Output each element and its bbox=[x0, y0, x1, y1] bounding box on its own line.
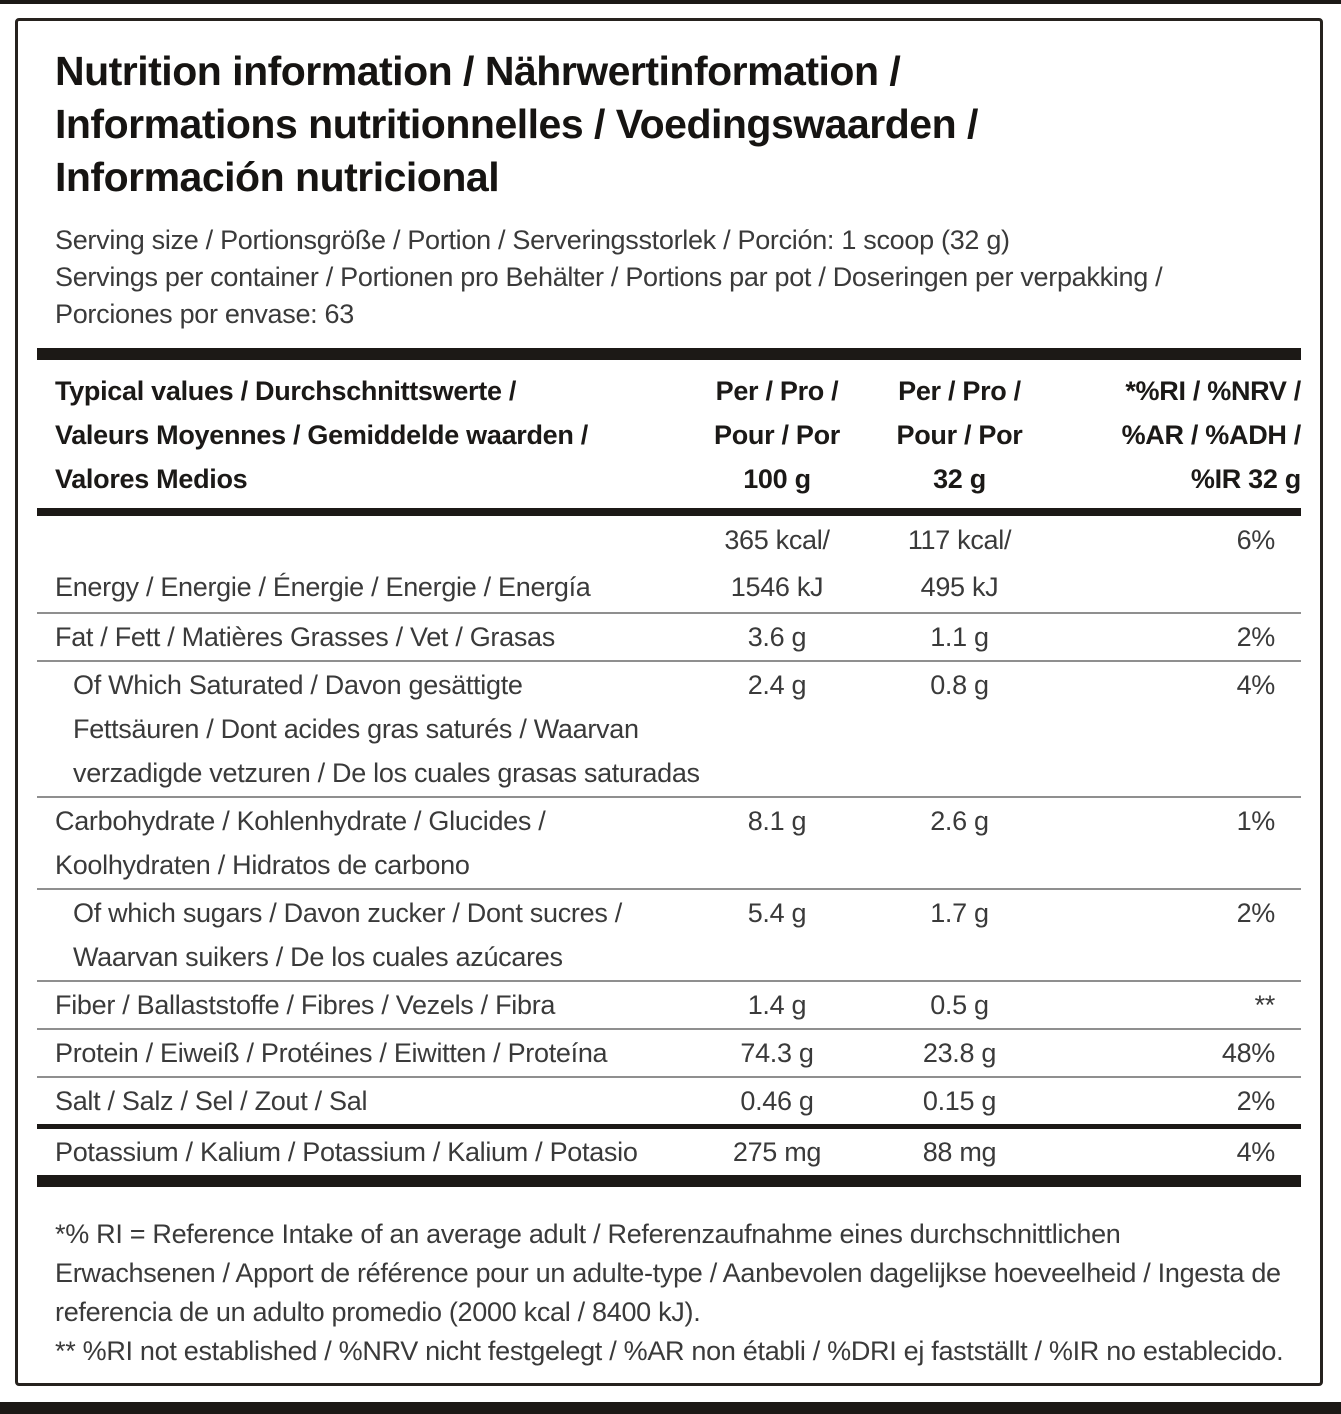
fiber-per-100g: 1.4 g bbox=[747, 990, 807, 1020]
fat-per-32g: 1.1 g bbox=[930, 622, 989, 652]
fat-ri: 2% bbox=[1236, 622, 1275, 652]
fiber-per-32g: 0.5 g bbox=[930, 990, 989, 1020]
fiber-label: Fiber / Ballaststoffe / Fibres / Vezels / Fibra bbox=[55, 990, 556, 1020]
saturated-fat-per-32g: 0.8 g bbox=[930, 670, 989, 700]
table-top-rule bbox=[37, 348, 1301, 360]
bottom-edge-bar bbox=[0, 1402, 1341, 1414]
table-row-potassium bbox=[37, 1129, 1301, 1175]
table-row-energy bbox=[37, 516, 1301, 612]
salt-label: Salt / Salz / Sel / Zout / Sal bbox=[55, 1086, 368, 1116]
serving-size-line: Serving size / Portionsgröße / Portion / Serveringsstorlek / Porción: 1 scoop (32 g) bbox=[55, 225, 1010, 255]
table-header-row bbox=[37, 360, 1301, 508]
title-line-2: Informations nutritionnelles / Voedingswaarden / bbox=[55, 101, 978, 147]
carbohydrate-per-32g: 2.6 g bbox=[930, 806, 989, 836]
saturated-fat-label: Of Which Saturated / Davon gesättigte Fettsäuren / Dont acides gras saturés / Waarvan verzadigde vetzuren / De los cuales grasas saturadas bbox=[73, 670, 700, 788]
energy-per-100g: 365 kcal/ 1546 kJ bbox=[724, 525, 830, 602]
footnotes bbox=[55, 1215, 1284, 1371]
footnote-not-established: ** %RI not established / %NRV nicht festgelegt / %AR non établi / %DRI ej fastställt / %IR no establecido. bbox=[55, 1336, 1284, 1366]
potassium-label: Potassium / Kalium / Potassium / Kalium / Potasio bbox=[55, 1137, 638, 1167]
energy-label: Energy / Energie / Énergie / Energie / Energía bbox=[55, 572, 591, 602]
serving-info bbox=[55, 222, 1284, 333]
table-bottom-rule bbox=[37, 1175, 1301, 1187]
fat-per-100g: 3.6 g bbox=[747, 622, 807, 652]
sugars-ri: 2% bbox=[1236, 898, 1275, 928]
table-row-salt bbox=[37, 1076, 1301, 1124]
energy-per-32g: 117 kcal/ 495 kJ bbox=[907, 525, 1012, 602]
header-typical-values: Typical values / Durchschnittswerte / Valeurs Moyennes / Gemiddelde waarden / Valores Medios bbox=[55, 376, 588, 494]
protein-per-100g: 74.3 g bbox=[740, 1038, 814, 1068]
footnote-reference-intake: *% RI = Reference Intake of an average adult / Referenzaufnahme eines durchschnittlichen Erwachsenen / Apport de référence pour un adulte-type / Aanbevolen dagelijkse hoeveelheid / Ingesta de referencia de un adulto promedio (2000 kcal / 8400 kJ). bbox=[55, 1219, 1281, 1327]
potassium-per-32g: 88 mg bbox=[922, 1137, 997, 1167]
saturated-fat-per-100g: 2.4 g bbox=[747, 670, 807, 700]
protein-label: Protein / Eiweiß / Protéines / Eiwitten / Proteína bbox=[55, 1038, 608, 1068]
table-row-sugars bbox=[37, 888, 1301, 980]
header-per-100g: Per / Pro / Pour / Por 100 g bbox=[713, 376, 840, 494]
sugars-per-100g: 5.4 g bbox=[747, 898, 807, 928]
carbohydrate-per-100g: 8.1 g bbox=[747, 806, 807, 836]
servings-per-container-line: Servings per container / Portionen pro Behälter / Portions par pot / Doseringen per verpakking / Porciones por envase: 63 bbox=[55, 262, 1163, 329]
label-title bbox=[55, 45, 1284, 204]
header-bottom-rule bbox=[37, 508, 1301, 516]
fat-label: Fat / Fett / Matières Grasses / Vet / Grasas bbox=[55, 622, 555, 652]
table-row-fat bbox=[37, 612, 1301, 660]
header-per-32g: Per / Pro / Pour / Por 32 g bbox=[896, 376, 1023, 494]
saturated-fat-ri: 4% bbox=[1236, 670, 1275, 700]
carbohydrate-ri: 1% bbox=[1236, 806, 1275, 836]
nutrition-label-card bbox=[15, 18, 1323, 1386]
energy-ri: 6% bbox=[1236, 525, 1275, 555]
fiber-ri: ** bbox=[1254, 990, 1275, 1020]
table-row-fiber bbox=[37, 980, 1301, 1028]
title-line-3: Información nutricional bbox=[55, 154, 500, 200]
protein-ri: 48% bbox=[1221, 1038, 1275, 1068]
table-row-protein bbox=[37, 1028, 1301, 1076]
sugars-label: Of which sugars / Davon zucker / Dont sucres / Waarvan suikers / De los cuales azúcares bbox=[73, 898, 622, 972]
potassium-ri: 4% bbox=[1236, 1137, 1275, 1167]
potassium-per-100g: 275 mg bbox=[732, 1137, 822, 1167]
header-reference-intake: *%RI / %NRV / %AR / %ADH / %IR 32 g bbox=[1121, 376, 1301, 494]
salt-per-32g: 0.15 g bbox=[922, 1086, 997, 1116]
salt-ri: 2% bbox=[1236, 1086, 1275, 1116]
salt-per-100g: 0.46 g bbox=[740, 1086, 814, 1116]
sugars-per-32g: 1.7 g bbox=[930, 898, 989, 928]
top-edge-bar bbox=[0, 0, 1341, 4]
protein-per-32g: 23.8 g bbox=[922, 1038, 997, 1068]
carbohydrate-label: Carbohydrate / Kohlenhydrate / Glucides / Koolhydraten / Hidratos de carbono bbox=[55, 806, 546, 880]
title-line-1: Nutrition information / Nährwertinformation / bbox=[55, 48, 901, 94]
table-row-carbohydrate bbox=[37, 796, 1301, 888]
table-row-saturated-fat bbox=[37, 660, 1301, 796]
nutrition-table bbox=[37, 348, 1301, 1187]
